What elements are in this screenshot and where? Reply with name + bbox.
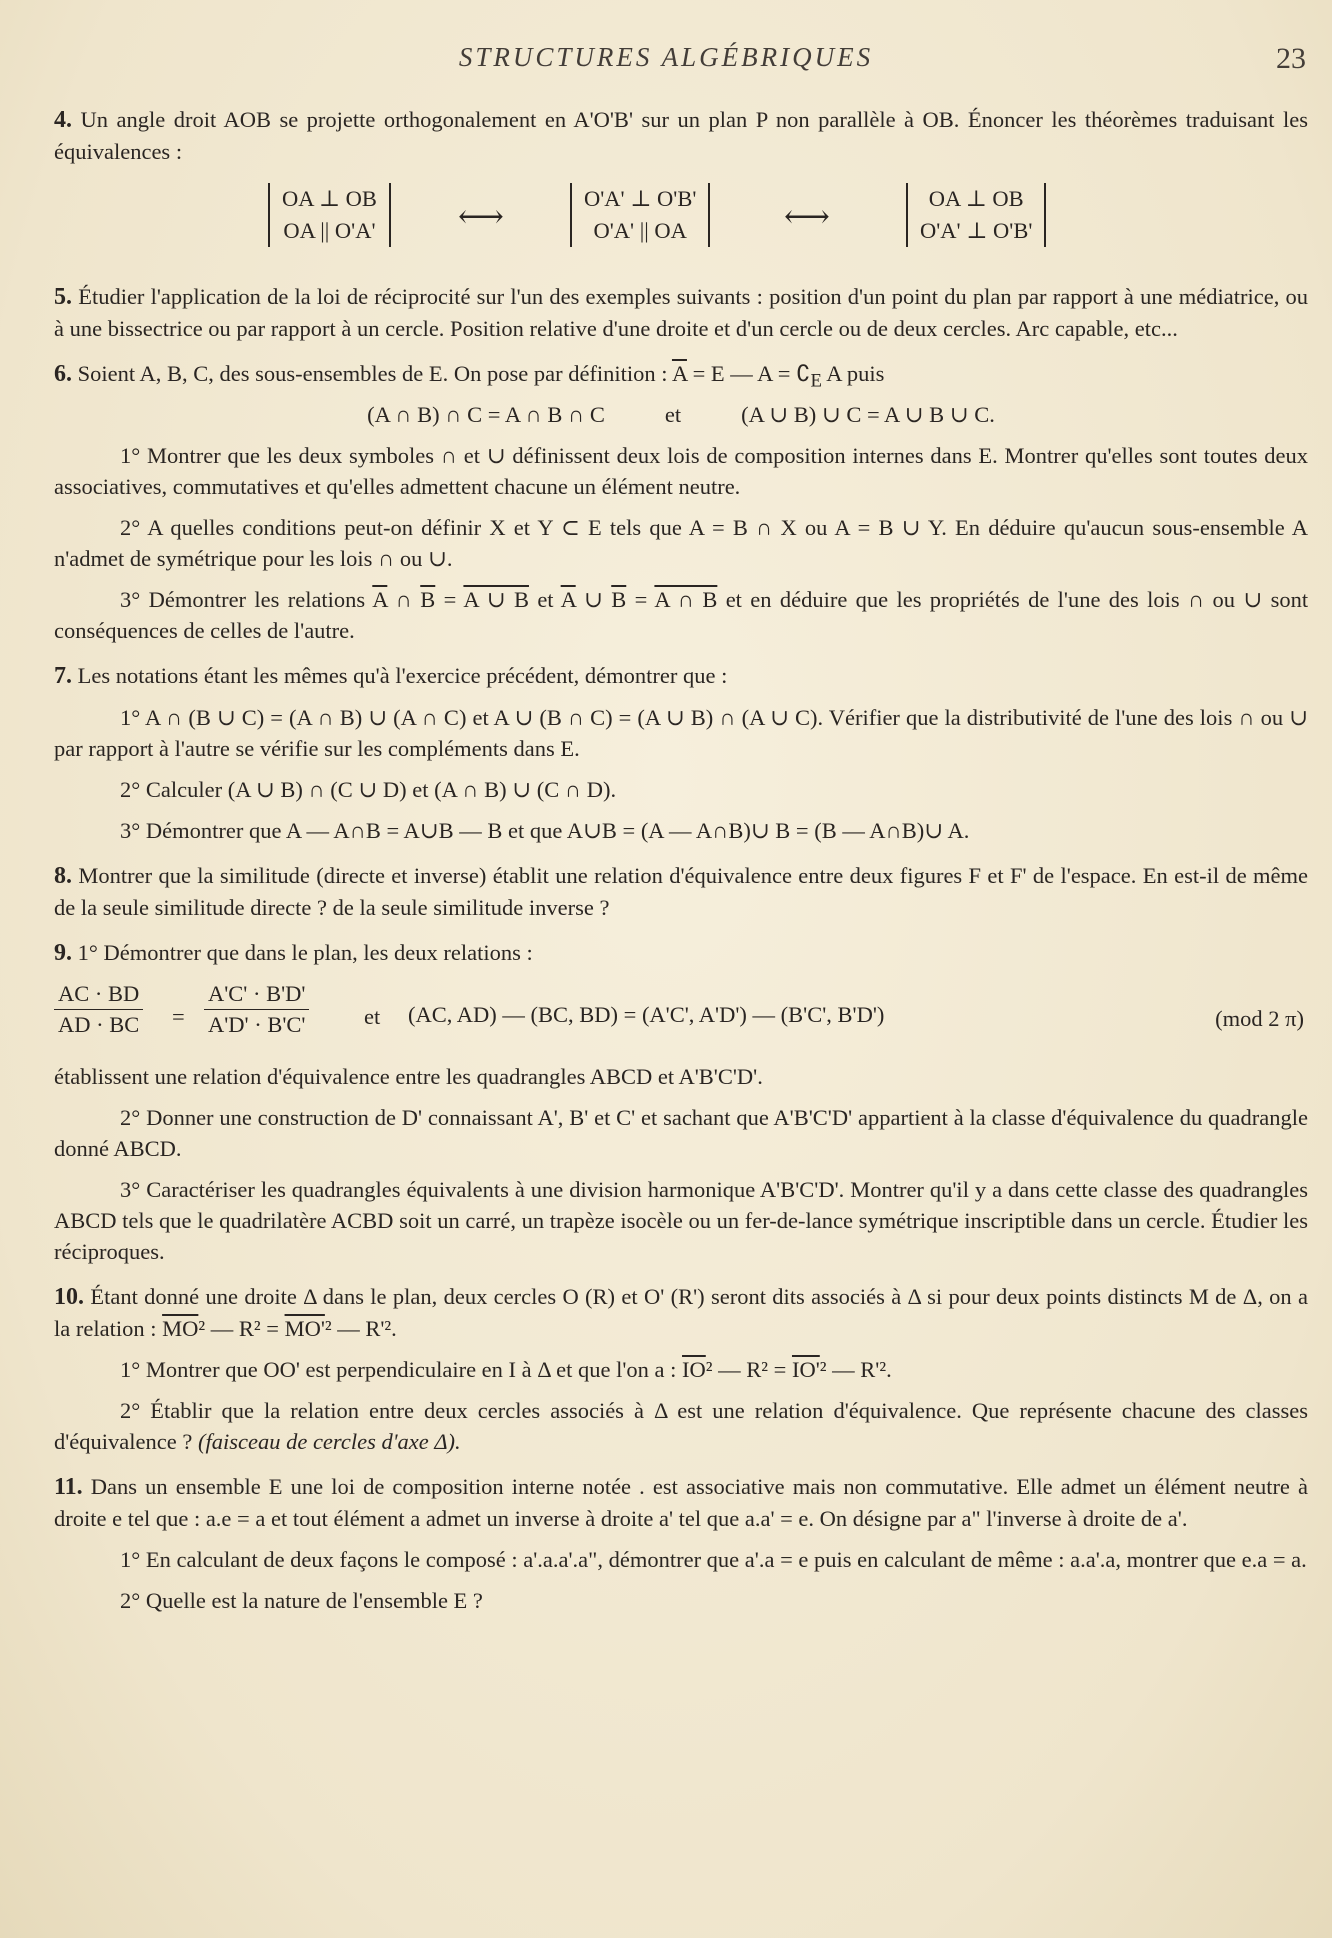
exercise-number: 5.	[54, 284, 72, 310]
fraction-numerator: A'C' · B'D'	[204, 979, 309, 1010]
q3-intro: 3° Démontrer les relations	[120, 586, 366, 612]
definition-end: A puis	[826, 361, 885, 386]
associativity-equations	[54, 399, 1308, 430]
exercise-number: 7.	[54, 662, 72, 689]
fraction-denominator: A'D' · B'C'	[208, 1011, 306, 1037]
exercise-9-q1: 1° Démontrer que dans le plan, les deux relations :	[77, 939, 533, 965]
equation-2: (A ∪ B) ∪ C = A ∪ B ∪ C.	[741, 401, 995, 427]
definition-subscript: E	[810, 370, 822, 392]
vector-io: $\overline{IO}$	[682, 1356, 706, 1382]
exercise-10-q2	[54, 1395, 1308, 1457]
exercise-7-q1: 1° A ∩ (B ∪ C) = (A ∩ B) ∪ (A ∩ C) et A ∪ (B ∩ C) = (A ∪ B) ∩ (A ∪ C). Vérifier que la distributivité de l'une des lois ∩ ou ∪ par rapport à l'autre se vérifie sur les compléments dans E.	[54, 704, 1308, 761]
exercise-11-q1: 1° En calculant de deux façons le composé : a'.a.a'.a", démontrer que a'.a = e puis en calculant de même : a.a'.a, montrer que e.a = a.	[120, 1546, 1307, 1572]
exercise-6-intro: Soient A, B, C, des sous-ensembles de E. On pose par définition :	[77, 361, 668, 386]
vector-mo-prime: MO'	[284, 1315, 325, 1341]
box-line: O'A' ⊥ O'B'	[920, 218, 1033, 243]
exercise-9-q1-end: établissent une relation d'équivalence entre les quadrangles ABCD et A'B'C'D'.	[54, 1063, 763, 1089]
exercise-number: 9.	[54, 939, 72, 966]
q3-end: et en déduire que les propriétés de l'une des lois ∩ ou ∪ sont conséquences de celles de l'autre.	[54, 586, 1309, 643]
exercise-8-text: Montrer que la similitude (directe et inverse) établit une relation d'équivalence entre deux figures F et F' de l'espace. En est-il de même de la seule similitude directe ? de la seule similitude inverse ?	[54, 862, 1309, 920]
modulo: (mod 2 π)	[1215, 1005, 1304, 1031]
exercise-8	[54, 860, 1308, 923]
equivalence-row	[54, 177, 1308, 267]
exercise-6-q1: 1° Montrer que les deux symboles ∩ et ∪ définissent deux lois de composition internes dans E. Montrer qu'elles sont toutes deux associatives, commutatives et qu'elles admettent chacune un élément neutre.	[54, 442, 1308, 499]
conjunction: et	[537, 586, 554, 612]
angle-equation: (AC, AD) — (BC, BD) = (A'C', A'D') — (B'C', B'D')	[408, 1001, 885, 1027]
complement-a-inter-b: A ∩ B	[654, 586, 718, 612]
exercise-10	[54, 1281, 1308, 1344]
fraction-2	[204, 979, 309, 1040]
equation-conjunction: et	[664, 401, 682, 427]
exercise-6	[54, 358, 1308, 397]
exercise-9	[54, 937, 1308, 969]
box-line: OA ⊥ OB	[928, 186, 1024, 211]
exercise-number: 10.	[54, 1283, 84, 1310]
vector-mo: $\overline{MO}$	[162, 1315, 199, 1341]
running-title: STRUCTURES ALGÉBRIQUES	[458, 42, 874, 72]
cap-symbol: ∩	[395, 586, 412, 612]
exercise-number: 11.	[54, 1473, 83, 1500]
box-line: O'A' || OA	[593, 218, 687, 243]
cross-ratio-formula	[54, 973, 1308, 1055]
page-number: 23	[1276, 42, 1306, 75]
definition-text: = E — A = ∁	[692, 361, 811, 386]
equivalence-box-1	[268, 183, 391, 247]
exercise-7-text: Les notations étant les mêmes qu'à l'exercice précédent, démontrer que :	[77, 662, 728, 688]
relation-part: ² — R² =	[198, 1315, 279, 1341]
fraction-numerator: AC · BD	[54, 979, 143, 1010]
double-arrow-icon: ⟷	[458, 198, 504, 234]
relation-part: ² — R² =	[705, 1356, 787, 1382]
complement-a: $\overline{A}$	[372, 586, 388, 612]
exercise-5	[54, 281, 1308, 344]
running-header	[0, 42, 1332, 82]
vector-io-prime: IO'	[791, 1356, 820, 1382]
exercise-10-q1	[54, 1354, 1308, 1385]
box-line: OA || O'A'	[283, 218, 376, 243]
angle-relation	[408, 997, 884, 1030]
exercise-6-q3	[54, 584, 1308, 646]
exercise-11-text: Dans un ensemble E une loi de composition interne notée . est associative mais non commutative. Elle admet un élément neutre à droite e tel que : a.e = a et tout élément a admet un inverse à droite a' tel que a.a' = e. On désigne par a" l'inverse à droite de a'.	[54, 1473, 1309, 1531]
exercise-10-text: Étant donné une droite Δ dans le plan, deux cercles O (R) et O' (R') seront dits associés à Δ si pour deux points distincts M de Δ, on a la relation :	[54, 1283, 1309, 1341]
exercise-11-q2: 2° Quelle est la nature de l'ensemble E ?	[120, 1587, 483, 1613]
equivalence-box-2	[570, 183, 710, 247]
conjunction: et	[364, 1003, 381, 1029]
exercise-number: 6.	[54, 361, 72, 387]
equation-1: (A ∩ B) ∩ C = A ∩ B ∩ C	[367, 401, 605, 427]
exercise-9-q2: 2° Donner une construction de D' connaissant A', B' et C' et sachant que A'B'C'D' appartient à la classe d'équivalence du quadrangle donné ABCD.	[54, 1104, 1308, 1161]
exercise-4-text: Un angle droit AOB se projette orthogonalement en A'O'B' sur un plan P non parallèle à OB. Énoncer les théorèmes traduisant les équivalences :	[54, 107, 1308, 164]
equals-sign: =	[443, 586, 457, 612]
q1-text: 1° Montrer que OO' est perpendiculaire en I à Δ et que l'on a :	[120, 1356, 677, 1382]
exercise-5-text: Étudier l'application de la loi de réciprocité sur l'un des exemples suivants : position d'un point du plan par rapport à une médiatrice, ou à une bissectrice ou par rapport à un cercle. Position relative d'une droite et d'un cercle ou de deux cercles. Arc capable, etc...	[54, 284, 1309, 341]
double-arrow-icon: ⟷	[784, 198, 830, 234]
exercise-4	[54, 104, 1308, 167]
equals-sign: =	[634, 586, 648, 612]
fraction-1	[54, 979, 143, 1040]
relation-part: ² — R'².	[819, 1356, 892, 1382]
complement-a: $\overline{A}$	[671, 361, 687, 386]
q2-italic-note: (faisceau de cercles d'axe Δ).	[197, 1428, 461, 1454]
equals-sign: =	[172, 1003, 185, 1029]
exercise-9-q3: 3° Caractériser les quadrangles équivalents à une division harmonique A'B'C'D'. Montrer qu'il y a dans cette classe des quadrangles ABCD tels que le quadrilatère ACBD soit un carré, un trapèze isocèle ou un fer-de-lance symétrique inscriptible dans un cercle. Étudier les réciproques.	[54, 1176, 1308, 1264]
exercise-11	[54, 1471, 1308, 1534]
complement-a: $\overline{A}$	[560, 586, 576, 612]
equivalence-box-3	[906, 183, 1046, 247]
exercise-number: 4.	[54, 107, 72, 133]
relation-part: ² — R'².	[324, 1315, 397, 1341]
complement-b: $\overline{B}$	[420, 586, 436, 612]
box-line: O'A' ⊥ O'B'	[584, 186, 697, 211]
box-line: OA ⊥ OB	[282, 186, 377, 211]
exercise-7-q3: 3° Démontrer que A — A∩B = A∪B — B et que A∪B = (A — A∩B)∪ B = (B — A∩B)∪ A.	[120, 817, 970, 843]
exercise-7-q2: 2° Calculer (A ∪ B) ∩ (C ∪ D) et (A ∩ B) ∪ (C ∩ D).	[120, 776, 617, 802]
complement-b: $\overline{B}$	[611, 586, 627, 612]
exercise-7	[54, 660, 1308, 692]
exercise-6-q2: 2° A quelles conditions peut-on définir X et Y ⊂ E tels que A = B ∩ X ou A = B ∪ Y. En déduire qu'aucun sous-ensemble A n'admet de symétrique pour les lois ∩ ou ∪.	[54, 514, 1308, 571]
q2-text: 2° Établir que la relation entre deux cercles associés à Δ est une relation d'équivalence. Que représente chacune des classes d'équivalence ?	[54, 1397, 1308, 1454]
cup-symbol: ∪	[584, 586, 603, 612]
page-body	[54, 104, 1308, 1616]
complement-a-union-b: A ∪ B	[463, 586, 529, 612]
fraction-denominator: AD · BC	[58, 1011, 140, 1037]
exercise-number: 8.	[54, 862, 72, 889]
